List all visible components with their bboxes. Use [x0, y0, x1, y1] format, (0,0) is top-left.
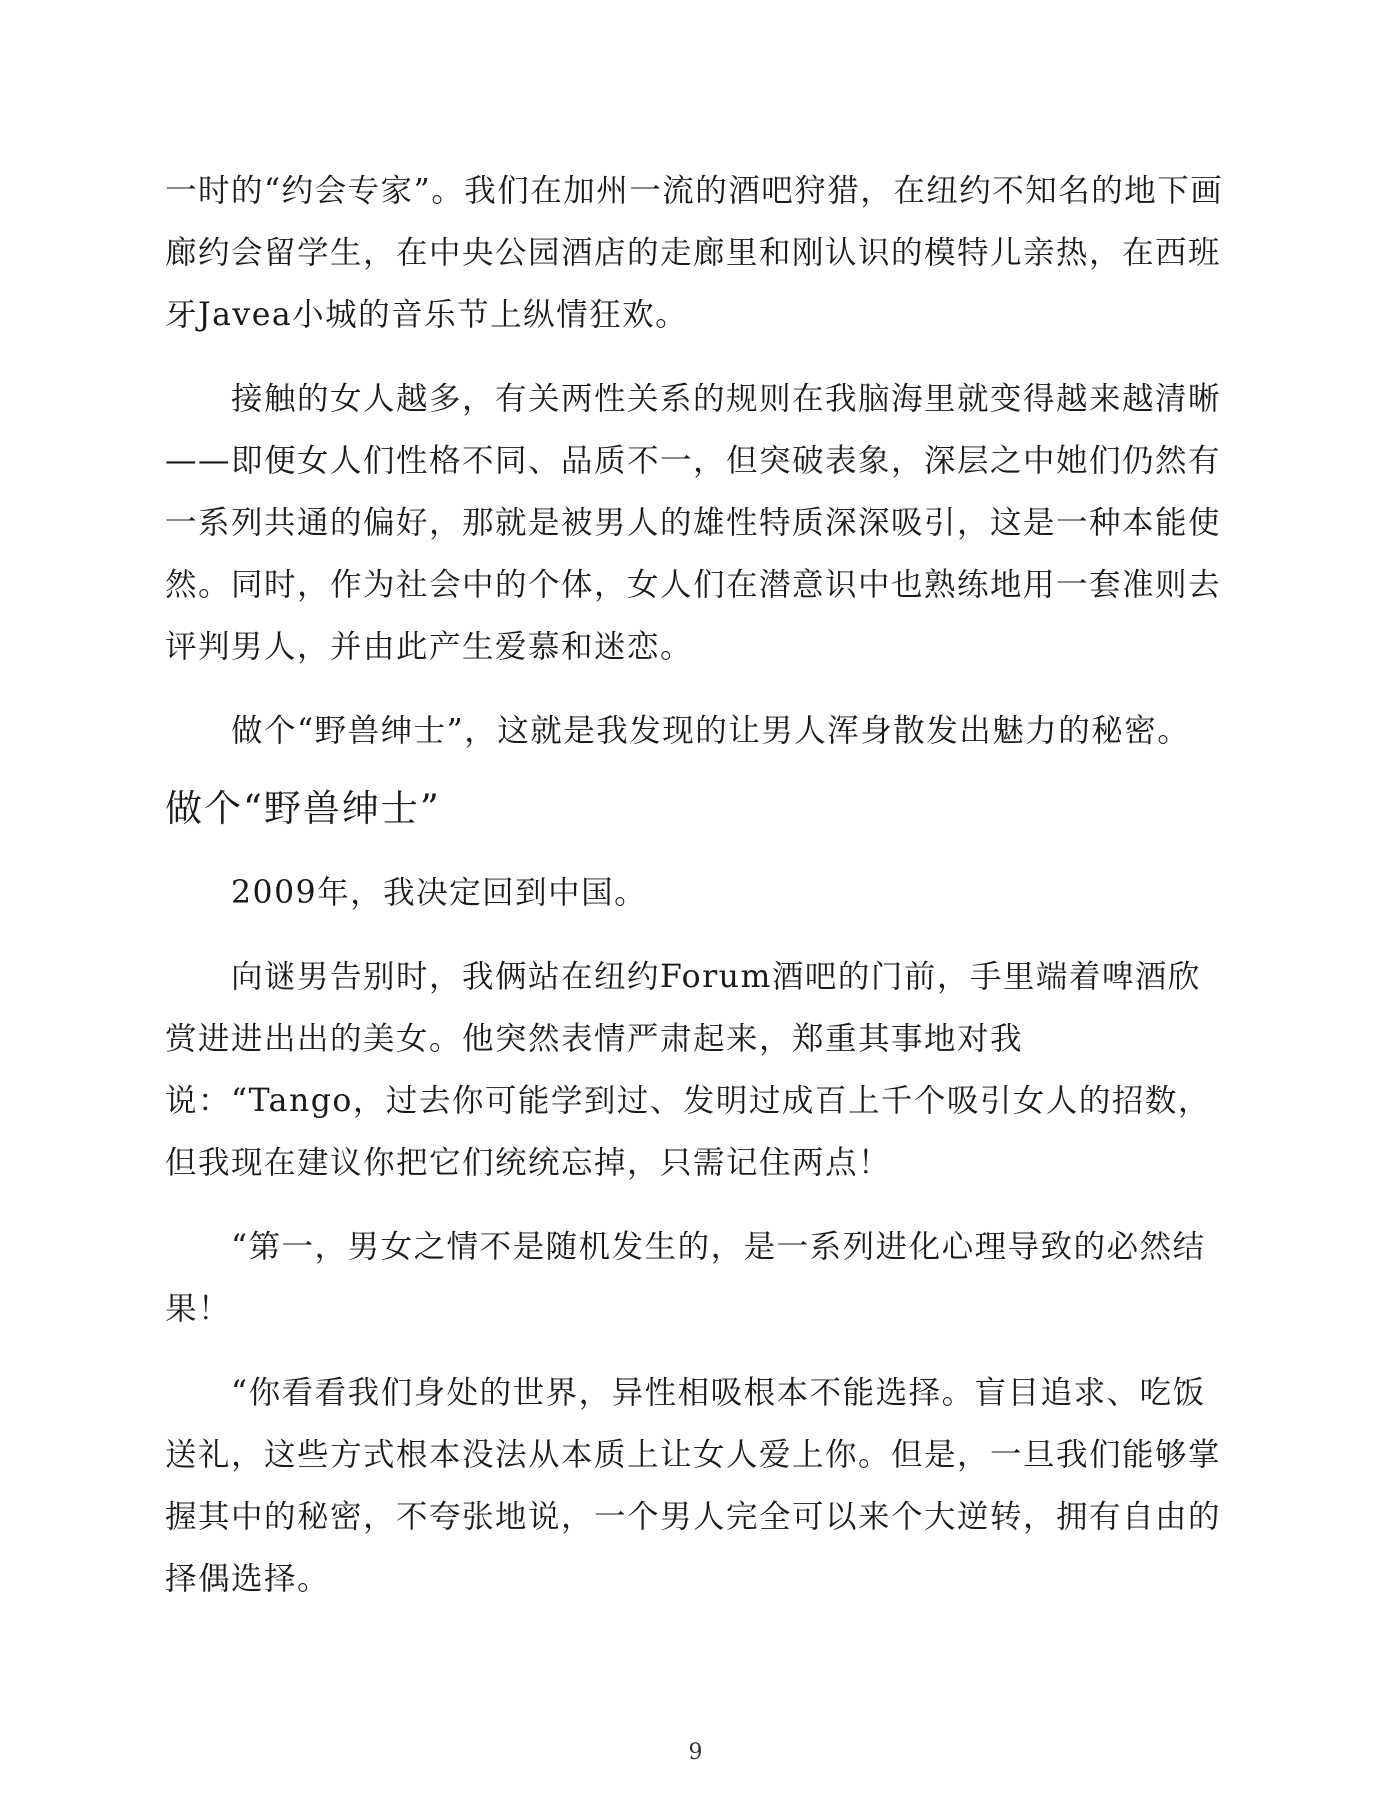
section-paragraph-4: “你看看我们身处的世界，异性相吸根本不能选择。盲目追求、吃饭送礼，这些方式根本没法从本质上让女人爱上你。但是，一旦我们能够掌握其中的秘密，不夸张地说，一个男人完全可以来个大逆转，拥有自由的择偶选择。 [165, 1375, 1222, 1597]
document-page [165, 160, 1227, 1610]
page-number: 9 [688, 1740, 703, 1765]
section-paragraph-1: 2009年，我决定回到中国。 [231, 875, 648, 911]
body-paragraph-2: 接触的女人越多，有关两性关系的规则在我脑海里就变得越来越清晰——即便女人们性格不同、品质不一，但突破表象，深层之中她们仍然有一系列共通的偏好，那就是被男人的雄性特质深深吸引，这是一种本能使然。同时，作为社会中的个体，女人们在潜意识中也熟练地用一套准则去评判男人，并由此产生爱慕和迷恋。 [165, 381, 1222, 665]
section-paragraph-3: “第一，男女之情不是随机发生的，是一系列进化心理导致的必然结果！ [165, 1229, 1206, 1327]
body-paragraph-3: 做个“野兽绅士”，这就是我发现的让男人浑身散发出魅力的秘密。 [231, 713, 1191, 749]
section-heading: 做个“野兽绅士” [165, 787, 441, 830]
section-paragraph-2: 向谜男告别时，我俩站在纽约Forum酒吧的门前，手里端着啤酒欣赏进进出出的美女。他突然表情严肃起来，郑重其事地对我说：“Tango，过去你可能学到过、发明过成百上千个吸引女人的招数，但我现在建议你把它们统统忘掉，只需记住两点！ [165, 959, 1211, 1181]
body-paragraph-1: 一时的“约会专家”。我们在加州一流的酒吧狩猎，在纽约不知名的地下画廊约会留学生，在中央公园酒店的走廊里和刚认识的模特儿亲热，在西班牙Javea小城的音乐节上纵情狂欢。 [165, 173, 1224, 333]
